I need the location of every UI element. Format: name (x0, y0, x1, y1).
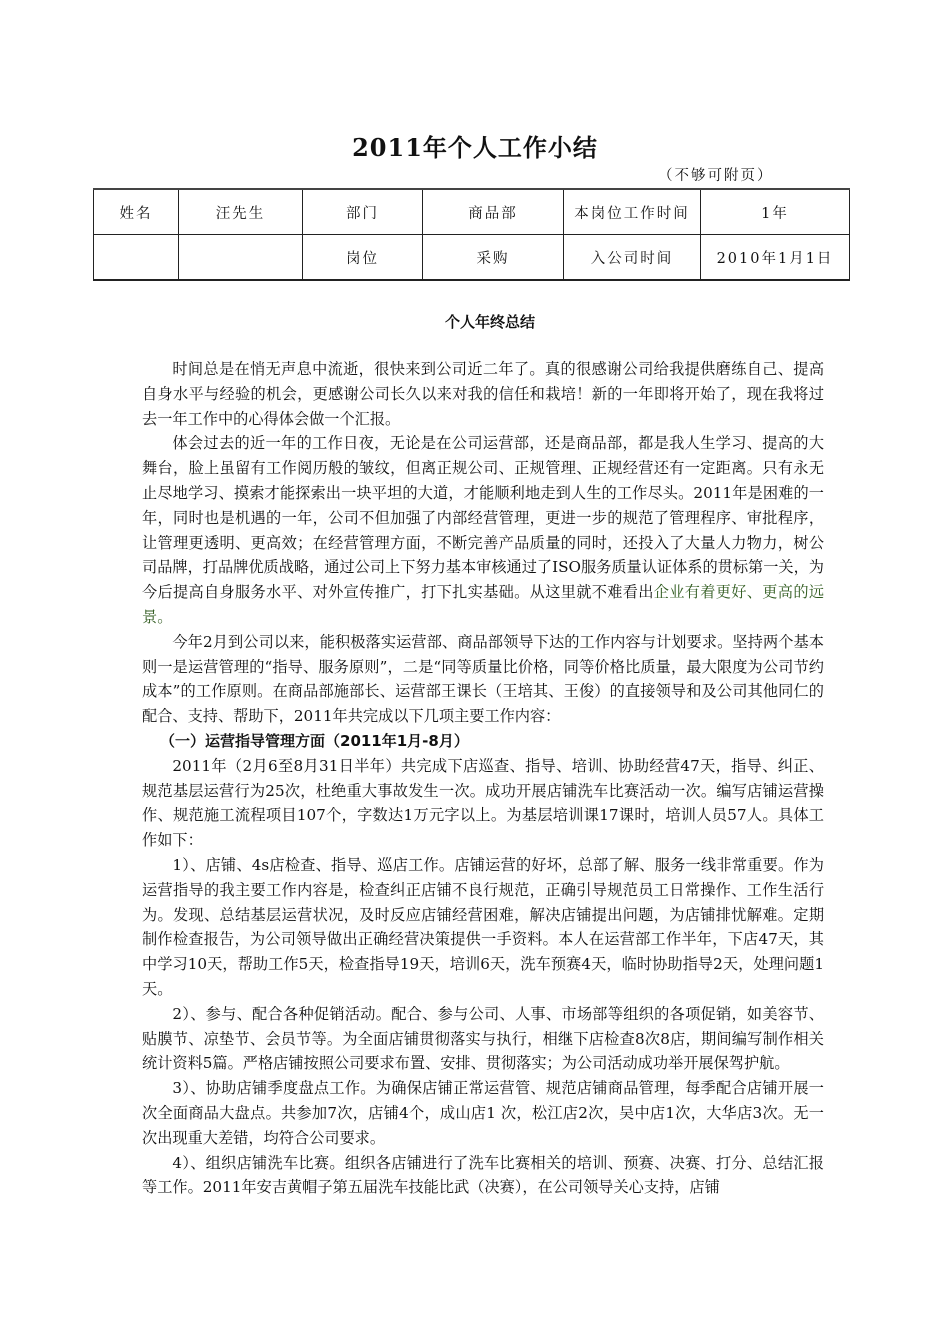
table-row (94, 235, 850, 281)
position-value-cell: 采购 (423, 235, 564, 281)
paragraph-item-3: 3）、协助店铺季度盘点工作。为确保店铺正常运营管、规范店铺商品管理，每季配合店铺开展一次全面商品大盘点。共参加7次，店铺4个，成山店1 次，松江店2次，吴中店1次，大华店3次。无一次出现重大差错，均符合公司要求。 (142, 1079, 824, 1147)
document-title: 2011年个人工作小结 (352, 133, 598, 162)
tenure-value-cell: 1年 (701, 189, 850, 235)
paragraph-summary-stats: 2011年（2月6至8月31日半年）共完成下店巡查、指导、培训、协助经营47天，指导、纠正、规范基层运营行为25次，杜绝重大事故发生一次。成功开展店铺洗车比赛活动一次。编写店铺运营操作、规范施工流程项目107个，字数达1万元字以上。为基层培训课17课时，培训人员57人。具体工作如下： (142, 756, 824, 850)
empty-cell (179, 235, 303, 281)
join-date-value-cell: 2010年1月1日 (701, 235, 850, 281)
paragraph-text: 体会过去的近一年的工作日夜，无论是在公司运营部，还是商品部，都是我人生学习、提高的大舞台，脸上虽留有工作阅历般的皱纹，但离正规公司、正规管理、正规经营还有一定距离。只有永无止尽地学习、摸索才能探索出一块平坦的大道，才能顺利地走到人生的工作尽头。2011年是困难的一年，同时也是机遇的一年，公司不但加强了内部经营管理，更进一步的规范了管理程序、审批程序，让管理更透明、更高效；在经营管理方面，不断完善产品质量的同时，还投入了大量人力物力，树公司品牌，打品牌优质战略，通过公司上下努力基本审核通过了ISO服务质量认证体系的贯标第一关，为今后提高自身服务水平、对外宣传推广，打下扎实基础。从这里就不难看出 (142, 434, 824, 602)
position-label-cell: 岗位 (303, 235, 423, 281)
employee-info-table (93, 188, 850, 281)
join-date-label-cell: 入公司时间 (564, 235, 701, 281)
paragraph-item-1: 1）、店铺、4s店检查、指导、巡店工作。店铺运营的好坏，总部了解、服务一线非常重要。作为运营指导的我主要工作内容是，检查纠正店铺不良行规范，正确引导规范员工日常操作、工作生活行为。发现、总结基层运营状况，及时反应店铺经营困难，解决店铺提出问题，为店铺排忧解难。定期制作检查报告，为公司领导做出正确经营决策提供一手资料。本人在运营部工作半年，下店47天，其中学习10天，帮助工作5天，检查指导19天，培训6天，洗车预赛4天，临时协助指导2天，处理问题1天。 (142, 855, 824, 998)
name-value-cell: 汪先生 (179, 189, 303, 235)
document-body (142, 357, 824, 1200)
paragraph-reflection (142, 431, 824, 629)
name-label-cell: 姓名 (94, 189, 179, 235)
tenure-label-cell: 本岗位工作时间 (564, 189, 701, 235)
department-value-cell: 商品部 (423, 189, 564, 235)
empty-cell (94, 235, 179, 281)
section-heading: 个人年终总结 (444, 313, 535, 331)
table-row (94, 189, 850, 235)
paragraph-item-4: 4）、组织店铺洗车比赛。组织各店铺进行了洗车比赛相关的培训、预赛、决赛、打分、总结汇报等工作。2011年安吉黄帽子第五届洗车技能比武（决赛），在公司领导关心支持，店铺 (142, 1153, 824, 1197)
attachment-note: （不够可附页） (658, 168, 774, 184)
paragraph-item-2: 2）、参与、配合各种促销活动。配合、参与公司、人事、市场部等组织的各项促销，如美容节、贴膜节、凉垫节、会员节等。为全面店铺贯彻落实与执行，相继下店检查8次8店，期间编写制作相关统计资料5篇。严格店铺按照公司要求布置、安排、贯彻落实；为公司活动成功举开展保驾护航。 (142, 1004, 824, 1073)
paragraph-intro: 时间总是在悄无声息中流逝，很快来到公司近二年了。真的很感谢公司给我提供磨练自己、提高自身水平与经验的机会，更感谢公司长久以来对我的信任和栽培！新的一年即将开始了，现在我将过去一年工作中的心得体会做一个汇报。 (142, 360, 824, 428)
highlighted-text: 企业有着更好、更高的远景。 (142, 583, 825, 626)
department-label-cell: 部门 (303, 189, 423, 235)
subsection-heading: （一）运营指导管理方面（2011年1月-8月） (160, 731, 469, 750)
paragraph-work-overview: 今年2月到公司以来，能积极落实运营部、商品部领导下达的工作内容与计划要求。坚持两个基本则一是运营管理的“指导、服务原则”，二是“同等质量比价格，同等价格比质量，最大限度为公司节约成本”的工作原则。在商品部施部长、运营部王课长（王培其、王俊）的直接领导和及公司其他同仁的配合、支持、帮助下，2011年共完成以下几项主要工作内容： (142, 632, 824, 726)
